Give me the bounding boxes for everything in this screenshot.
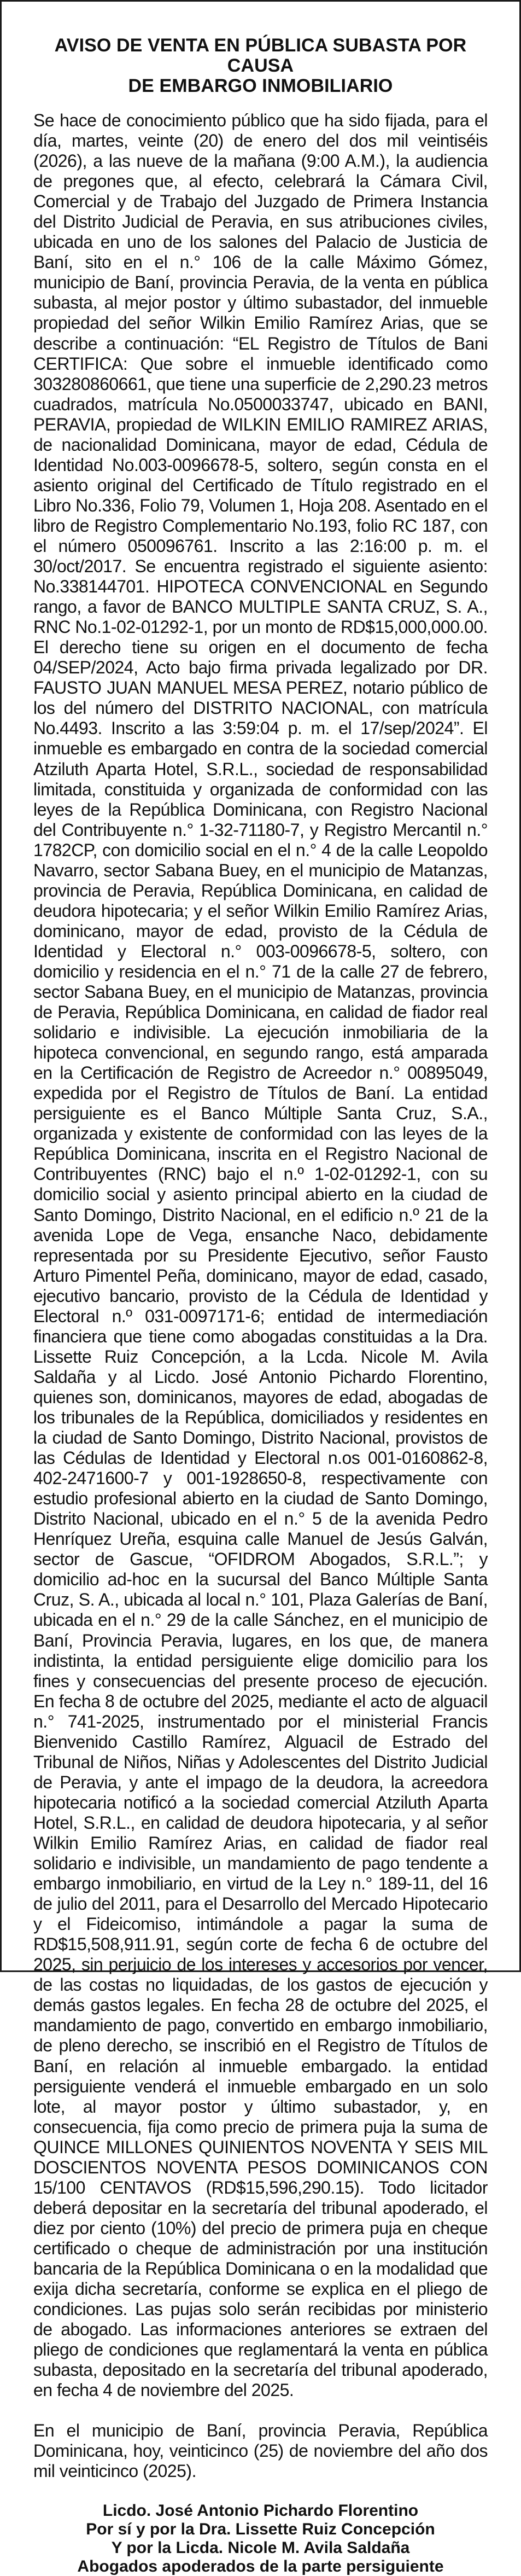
- signature-line-2: Por sí y por la Dra. Lissette Ruiz Concepción: [86, 2520, 435, 2539]
- notice-title-line-2: DE EMBARGO INMOBILIARIO: [128, 75, 393, 96]
- notice-title-line-1: AVISO DE VENTA EN PÚBLICA SUBASTA POR CAUSA: [54, 35, 467, 76]
- notice-title: [33, 36, 488, 96]
- signature-line-3: Y por la Licda. Nicole M. Avila Saldaña: [111, 2539, 410, 2557]
- signature-line-1: Licdo. José Antonio Pichardo Florentino: [102, 2502, 419, 2520]
- notice-body: Se hace de conocimiento público que ha sido fijada, para el día, martes, veinte (20) de enero del dos mil veintiséis (2026), a las nueve de la mañana (9:00 A.M.), la audiencia de pregones que, al efecto, celebrará la Cámara Civil, Comercial y de Trabajo del Juzgado de Primera Instancia del Distrito Judicial de Peravia, en sus atribuciones civiles, ubicada en uno de los salones del Palacio de Justicia de Baní, sito en el n.° 106 de la calle Máximo Gómez, municipio de Baní, provincia Peravia, de la venta en pública subasta, al mejor postor y último subastador, del inmueble propiedad del señor Wilkin Emilio Ramírez Arias, que se describe a continuación: “EL Registro de Títulos de Bani CERTIFICA: Que sobre el inmueble identificado como 303280860661, que tiene una superficie de 2,290.23 metros cuadrados, matrícula No.0500033747, ubicado en BANI, PERAVIA, propiedad de WILKIN EMILIO RAMIREZ ARIAS, de nacionalidad Dominicana, mayor de edad, Cédula de Identidad No.003-0096678-5, soltero, según consta en el asiento original del Certificado de Título registrado en el Libro No.336, Folio 79, Volumen 1, Hoja 208. Asentado en el libro de Registro Complementario No.193, folio RC 187, con el número 050096761. Inscrito a las 2:16:00 p. m. el 30/oct/2017. Se encuentra registrado el siguiente asiento: No.338144701. HIPOTECA CONVENCIONAL en Segundo rango, a favor de BANCO MULTIPLE SANTA CRUZ, S. A., RNC No.1-02-01292-1, por un monto de RD$15,000,000.00. El derecho tiene su origen en el documento de fecha 04/SEP/2024, Acto bajo firma privada legalizado por DR. FAUSTO JUAN MANUEL MESA PEREZ, notario público de los del número del DISTRITO NACIONAL, con matrícula No.4493. Inscrito a las 3:59:04 p. m. el 17/sep/2024”. El inmueble es embargado en contra de la sociedad comercial Atziluth Aparta Hotel, S.R.L., sociedad de responsabilidad limitada, constituida y organizada de conformidad con las leyes de la República Dominicana, con Registro Nacional del Contribuyente n.° 1-32-71180-7, y Registro Mercantil n.° 1782CP, con domicilio social en el n.° 4 de la calle Leopoldo Navarro, sector Sabana Buey, en el municipio de Matanzas, provincia de Peravia, República Dominicana, en calidad de deudora hipotecaria; y el señor Wilkin Emilio Ramírez Arias, dominicano, mayor de edad, provisto de la Cédula de Identidad y Electoral n.° 003-0096678-5, soltero, con domicilio y residencia en el n.° 71 de la calle 27 de febrero, sector Sabana Buey, en el municipio de Matanzas, provincia de Peravia, República Dominicana, en calidad de fiador real solidario e indivisible. La ejecución inmobiliaria de la hipoteca convencional, en segundo rango, está amparada en la Certificación de Registro de Acreedor n.° 00895049, expedida por el Registro de Títulos de Baní. La entidad persiguiente es el Banco Múltiple Santa Cruz, S.A., organizada y existente de conformidad con las leyes de la República Dominicana, inscrita en el Registro Nacional de Contribuyentes (RNC) bajo el n.º 1-02-01292-1, con su domicilio social y asiento principal abierto en la ciudad de Santo Domingo, Distrito Nacional, en el edificio n.º 21 de la avenida Lope de Vega, ensanche Naco, debidamente representada por su Presidente Ejecutivo, señor Fausto Arturo Pimentel Peña, dominicano, mayor de edad, casado, ejecutivo bancario, provisto de la Cédula de Identidad y Electoral n.º 031-0097171-6; entidad de intermediación financiera que tiene como abogadas constituidas a la Dra. Lissette Ruiz Concepción, a la Lcda. Nicole M. Avila Saldaña y al Licdo. José Antonio Pichardo Florentino, quienes son, dominicanos, mayores de edad, abogadas de los tribunales de la República, domiciliados y residentes en la ciudad de Santo Domingo, Distrito Nacional, provistos de las Cédulas de Identidad y Electoral n.os 001-0160862-8, 402-2471600-7 y 001-1928650-8, respectivamente con estudio profesional abierto en la ciudad de Santo Domingo, Distrito Nacional, ubicado en el n.° 5 de la avenida Pedro Henríquez Ureña, esquina calle Manuel de Jesús Galván, sector de Gascue, “OFIDROM Abogados, S.R.L.”; y domicilio ad-hoc en la sucursal del Banco Múltiple Santa Cruz, S. A., ubicada al local n.° 101, Plaza Galerías de Baní, ubicada en el n.° 29 de la calle Sánchez, en el municipio de Baní, Provincia Peravia, lugares, en los que, de manera indistinta, la entidad persiguiente elige domicilio para los fines y consecuencias del presente proceso de ejecución. En fecha 8 de octubre del 2025, mediante el acto de alguacil n.° 741-2025, instrumentado por el ministerial Francis Bienvenido Castillo Ramírez, Alguacil de Estrado del Tribunal de Niños, Niñas y Adolescentes del Distrito Judicial de Peravia, y ante el impago de la deudora, la acreedora hipotecaria notificó a la sociedad comercial Atziluth Aparta Hotel, S.R.L., en calidad de deudora hipotecaria, y al señor Wilkin Emilio Ramírez Arias, en calidad de fiador real solidario e indivisible, un mandamiento de pago tendente a embargo inmobiliario, en virtud de la Ley n.° 189-11, del 16 de julio del 2011, para el Desarrollo del Mercado Hipotecario y el Fideicomiso, intimándole a pagar la suma de RD$15,508,911.91, según corte de fecha 6 de octubre del 2025, sin perjuicio de los intereses y accesorios por vencer, de las costas no liquidadas, de los gastos de ejecución y demás gastos legales. En fecha 28 de octubre del 2025, el mandamiento de pago, convertido en embargo inmobiliario, de pleno derecho, se inscribió en el Registro de Títulos de Baní, en relación al inmueble embargado. la entidad persiguiente venderá el inmueble embargado en un solo lote, al mayor postor y último subastador, y, en consecuencia, fija como precio de primera puja la suma de QUINCE MILLONES QUINIENTOS NOVENTA Y SEIS MIL DOSCIENTOS NOVENTA PESOS DOMINICANOS CON 15/100 CENTAVOS (RD$15,596,290.15). Todo licitador deberá depositar en la secretaría del tribunal apoderado, el diez por ciento (10%) del precio de primera puja en cheque certificado o cheque de administración por una institución bancaria de la República Dominicana o en la modalidad que exija dicha secretaría, conforme se explica en el pliego de condiciones. Las pujas solo serán recibidas por ministerio de abogado. Las informaciones anteriores se extraen del pliego de condiciones que reglamentará la venta en pública subasta, depositado en la secretaría del tribunal apoderado, en fecha 4 de noviembre del 2025.: [33, 111, 488, 2400]
- signature-line-4: Abogados apoderados de la parte persiguiente: [77, 2557, 444, 2576]
- signature-block: [33, 2502, 488, 2576]
- notice-closing: En el municipio de Baní, provincia Peravia, República Dominicana, hoy, veinticinco (25) de noviembre del año dos mil veinticinco (2025).: [33, 2421, 488, 2481]
